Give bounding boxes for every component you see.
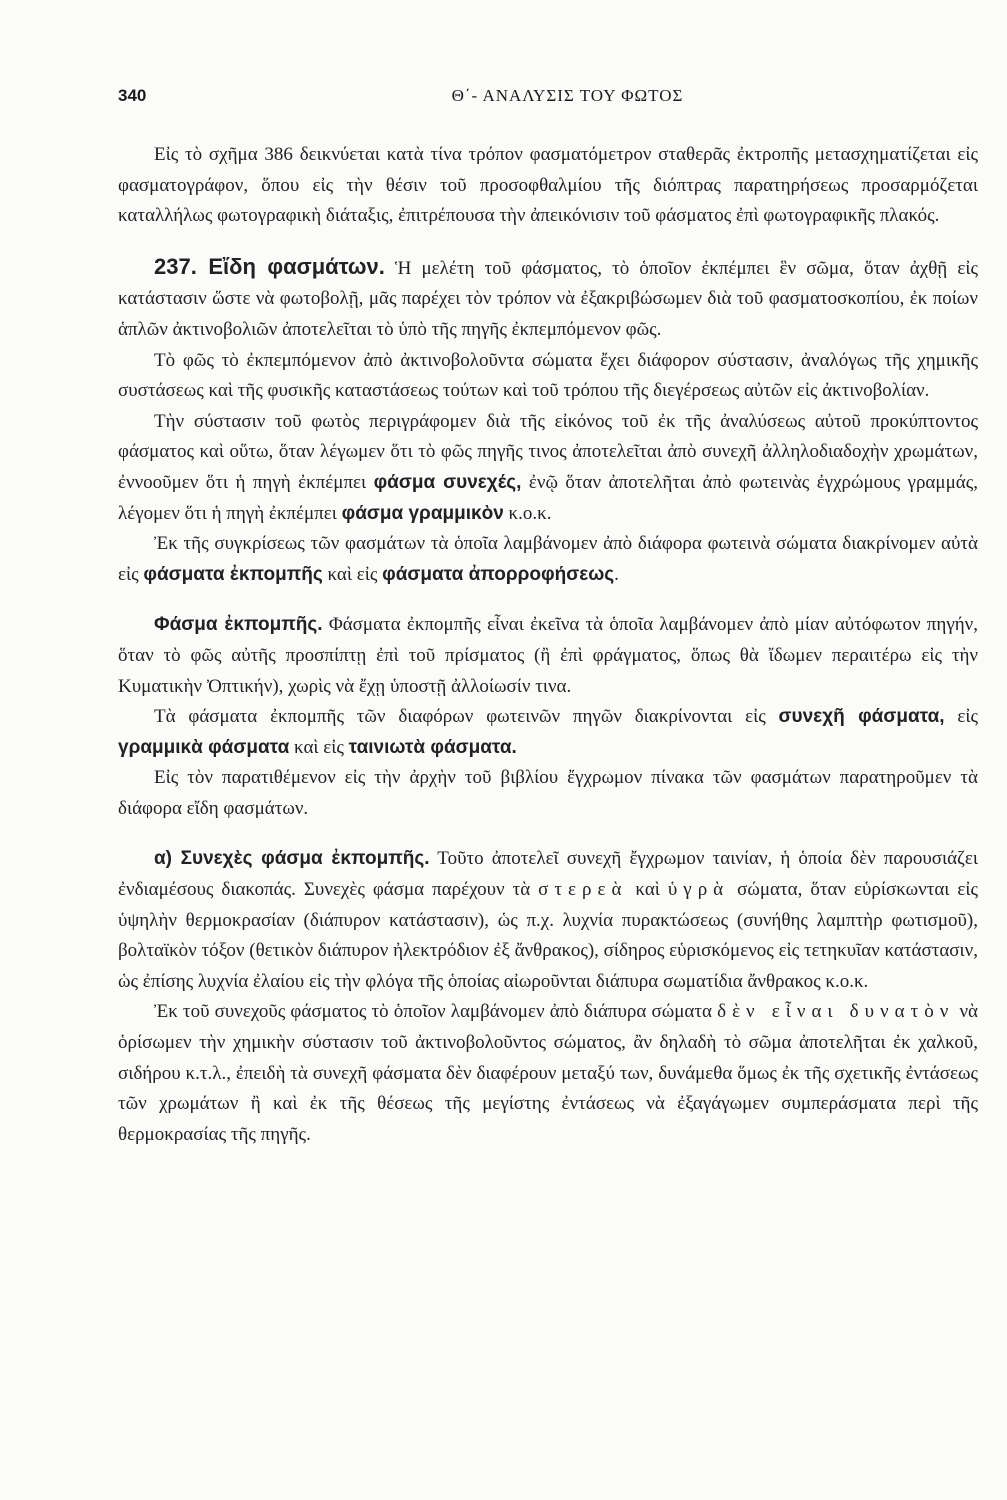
text-run: καὶ εἰς: [289, 736, 349, 758]
subheading: α) Συνεχὲς φάσμα ἐκπομπῆς.: [154, 848, 430, 870]
bold-term: συνεχῆ φάσματα,: [778, 706, 945, 728]
bold-term: γραμμικὰ φάσματα: [118, 736, 290, 758]
text-run: Φάσματα ἐκπομπῆς εἶναι ἐκεῖνα τὰ ὁποῖα λαμβάνομεν ἀπὸ μίαν αὐτόφωτον πηγήν, ὅταν τὸ φῶς αὐτῆς προσπίπτῃ ἐπὶ τοῦ πρίσματος (ἢ ἐπὶ φράγματος, ὅπως θὰ ἴδωμεν περαιτέρω εἰς τὴν Κυματικὴν Ὀπτικήν), χωρὶς νὰ ἔχῃ ὑποστῇ ἀλλοίωσίν τινα.: [118, 614, 979, 697]
text-run: κ.ο.κ.: [503, 502, 552, 524]
text-run: Τοῦτο ἀποτελεῖ συνεχῆ ἔγχρωμον ταινίαν, ἡ ὁποία δὲν παρουσιάζει ἐνδιαμέσους διακοπάς. Συνεχὲς φάσμα παρέχουν τὰ: [118, 848, 978, 901]
text-run: σώματα, ὅταν εὑρίσκωνται εἰς ὑψηλὴν θερμοκρασίαν (διάπυρον κατάστασιν), ὡς π.χ. λυχνία πυρακτώσεως (συνήθης λαμπτὴρ φωτισμοῦ), βολταϊκὸν τόξον (θετικὸν διάπυρον ἠλεκτρόδιον ἐξ ἄνθρακος), σίδηρος εὑρισκόμενος εἰς τετηκυῖαν κατάστασιν, ὡς ἐπίσης λυχνία ἐλαίου εἰς τὴν φλόγα τῆς ὁποίας αἰωροῦνται διάπυρα σωματίδια ἄνθρακος κ.ο.κ.: [118, 879, 978, 992]
paragraph-continuous-limits: [118, 997, 978, 1150]
paragraph-color-table: Εἰς τὸν παρατιθέμενον εἰς τὴν ἀρχὴν τοῦ βιβλίου ἔγχρωμον πίνακα τῶν φασμάτων παρατηροῦμεν τὰ διάφορα εἴδη φασμάτων.: [118, 767, 978, 819]
bold-term: φάσματα ἀπορροφήσεως: [382, 563, 615, 585]
page-number: 340: [118, 86, 147, 105]
paragraph-spectrum-description: [118, 407, 978, 529]
page-header: [118, 86, 957, 116]
bold-term: φάσμα συνεχές,: [373, 471, 522, 493]
spaced-term: στερεὰ: [538, 879, 628, 901]
spaced-term: δὲν εἶναι δυνατὸν: [717, 1001, 955, 1023]
text-run: Ἐκ τοῦ συνεχοῦς φάσματος τὸ ὁποῖον λαμβάνομεν ἀπὸ διάπυρα σώματα: [154, 1001, 718, 1023]
paragraph-emission-spectrum: [118, 610, 978, 702]
paragraph-comparison: [118, 529, 978, 590]
subheading: Φάσμα ἐκπομπῆς.: [154, 614, 323, 636]
text-run: Τὰ φάσματα ἐκπομπῆς τῶν διαφόρων φωτεινῶν πηγῶν διακρίνονται εἰς: [154, 706, 779, 728]
paragraph-light-composition: Τὸ φῶς τὸ ἐκπεμπόμενον ἀπὸ ἀκτινοβολοῦντα σώματα ἔχει διάφορον σύστασιν, ἀναλόγως τῆς χημικῆς συστάσεως καὶ τῆς φυσικῆς καταστάσεως τούτων καὶ τοῦ τρόπου τῆς διεγέρσεως αὐτῶν εἰς ἀκτινοβολίαν.: [118, 349, 978, 402]
text-run: καὶ: [627, 879, 668, 901]
text-run: Ἐκ τῆς συγκρίσεως τῶν φασμάτων τὰ ὁποῖα λαμβάνομεν ἀπὸ διάφορα φωτεινὰ σώματα διακρίνομεν αὐτὰ εἰς: [118, 533, 978, 585]
text-run: καὶ εἰς: [322, 563, 383, 585]
bold-term: ταινιωτὰ φάσματα.: [348, 736, 517, 758]
text-run: Τὴν σύστασιν τοῦ φωτὸς περιγράφομεν διὰ τῆς εἰκόνος τοῦ ἐκ τῆς ἀναλύσεως αὐτοῦ προκύπτοντος φάσματος καὶ οὕτω, ὅταν λέγωμεν ὅτι τὸ φῶς πηγῆς τινος ἀποτελεῖται ἀπὸ συνεχῆ ἀλληλοδιαδοχὴν χρωμάτων, ἐννοοῦμεν ὅτι ἡ πηγὴ ἐκπέμπει: [118, 410, 978, 493]
paragraph-emission-types: [118, 702, 978, 763]
section-237: [118, 252, 978, 346]
page-body: [118, 140, 978, 1150]
text-run: ἐνῷ ὅταν ἀποτελῆται ἀπὸ φωτεινὰς ἐγχρώμους γραμμάς, λέγομεν ὅτι ἡ πηγὴ ἐκπέμπει: [118, 471, 978, 524]
bold-term: φάσματα ἐκπομπῆς: [143, 563, 323, 585]
section-heading: 237. Εἴδη φασμάτων.: [154, 253, 385, 279]
spaced-term: ὑγρὰ: [667, 879, 730, 901]
bold-term: φάσμα γραμμικὸν: [341, 502, 504, 524]
running-head: Θ΄- ΑΝΑΛΥΣΙΣ ΤΟΥ ΦΩΤΟΣ: [451, 86, 684, 105]
text-run: εἰς: [944, 706, 978, 728]
text-run: .: [614, 563, 619, 585]
paragraph-spectrograph: Εἰς τὸ σχῆμα 386 δεικνύεται κατὰ τίνα τρόπον φασματόμετρον σταθερᾶς ἐκτροπῆς μετασχηματίζεται εἰς φασματογράφον, ὅπου εἰς τὴν θέσιν τοῦ προσοφθαλμίου τῆς διόπτρας παρατηρήσεως προσαρμόζεται καταλλήλως φωτογραφικὴ διάταξις, ἐπιτρέπουσα τὴν ἀπεικόνισιν τοῦ φάσματος ἐπὶ φωτογραφικῆς πλακός.: [118, 144, 978, 227]
text-run: νὰ ὁρίσωμεν τὴν χημικὴν σύστασιν τοῦ ἀκτινοβολοῦντος σώματος, ἂν δηλαδὴ τὸ σῶμα ἀποτελῆται ἐκ χαλκοῦ, σιδήρου κ.τ.λ., ἐπειδὴ τὰ συνεχῆ φάσματα δὲν διαφέρουν μεταξύ των, δυνάμεθα ὅμως ἐκ τῆς σχετικῆς ἐντάσεως τῶν χρωμάτων ἢ καὶ ἐκ τῆς θέσεως τῆς μεγίστης ἐντάσεως νὰ ἐξαγάγωμεν συμπεράσματα περὶ τῆς θερμοκρασίας τῆς πηγῆς.: [118, 1001, 978, 1145]
section-237-text: Ἡ μελέτη τοῦ φάσματος, τὸ ὁποῖον ἐκπέμπει ἓν σῶμα, ὅταν ἀχθῇ εἰς κατάστασιν ὥστε νὰ φωτοβολῇ, μᾶς παρέχει τὸν τρόπον νὰ ἐξακριβώσωμεν διὰ τοῦ φασματοσκοπίου, ἐκ ποίων ἁπλῶν ἀκτινοβολιῶν ἀποτελεῖται τὸ ὑπὸ τῆς πηγῆς ἐκπεμπόμενον φῶς.: [118, 257, 978, 340]
paragraph-continuous-spectrum: [118, 844, 978, 997]
